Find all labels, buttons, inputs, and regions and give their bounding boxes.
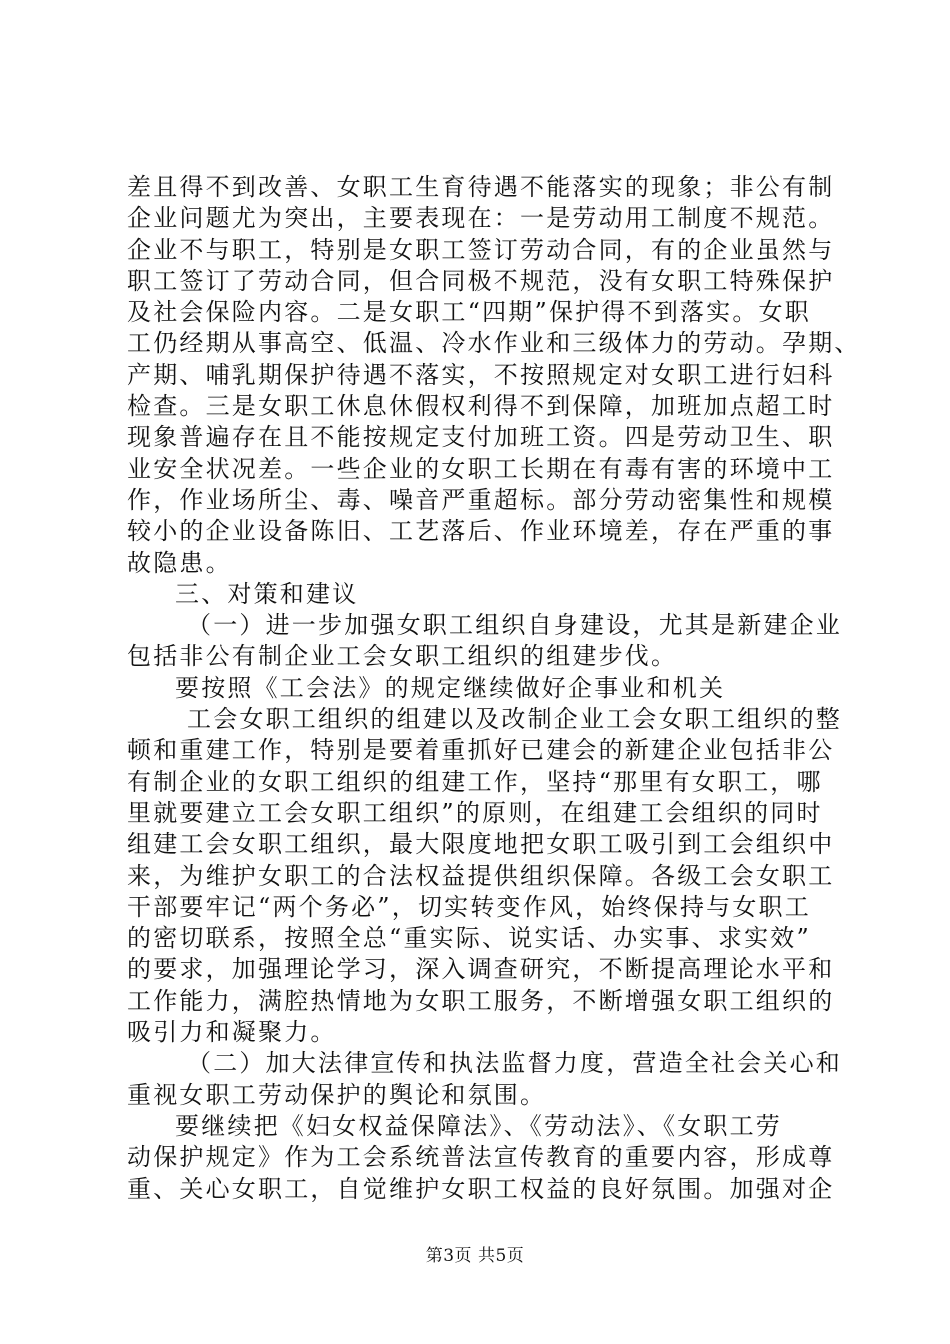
text-line: 业安全状况差。一些企业的女职工长期在有毒有害的环境中工 [127, 454, 835, 483]
text-line: 有制企业的女职工组织的组建工作，坚持“那里有女职工，哪 [127, 767, 823, 796]
subsection-heading: （一）进一步加强女职工组织自身建设，尤其是新建企业 [187, 611, 842, 640]
text-line: 里就要建立工会女职工组织”的原则，在组建工会组织的同时 [127, 798, 823, 827]
text-line: 现象普遍存在且不能按规定支付加班工资。四是劳动卫生、职 [127, 423, 835, 452]
text-line: 故隐患。 [127, 548, 232, 577]
text-line: 企业不与职工，特别是女职工签订劳动合同，有的企业虽然与 [127, 235, 835, 264]
text-line: 动保护规定》作为工会系统普法宣传教育的重要内容，形成尊 [127, 1143, 835, 1172]
text-line: 检查。三是女职工休息休假权利得不到保障，加班加点超工时 [127, 392, 835, 421]
text-line: 干部要牢记“两个务必”，切实转变作风，始终保持与女职工 [127, 892, 811, 921]
text-line: 差且得不到改善、女职工生育待遇不能落实的现象；非公有制 [127, 173, 835, 201]
text-line: 包括非公有制企业工会女职工组织的组建步伐。 [127, 642, 678, 671]
text-line: 重视女职工劳动保护的舆论和氛围。 [127, 1080, 547, 1109]
text-line: 的要求，加强理论学习，深入调查研究，不断提高理论水平和 [127, 955, 835, 984]
text-line: 要按照《工会法》的规定继续做好企事业和机关 [175, 673, 726, 702]
text-line: 企业问题尤为突出，主要表现在：一是劳动用工制度不规范。 [127, 204, 835, 233]
document-body [127, 172, 861, 1205]
text-line: 要继续把《妇女权益保障法》、《劳动法》、《女职工劳 [175, 1111, 782, 1140]
text-line: 工仍经期从事高空、低温、冷水作业和三级体力的劳动。孕期、 [127, 329, 861, 358]
subsection-heading: （二）加大法律宣传和执法监督力度，营造全社会关心和 [187, 1049, 842, 1078]
text-line: 吸引力和凝聚力。 [127, 1018, 337, 1047]
text-line: 产期、哺乳期保护待遇不落实，不按照规定对女职工进行妇科 [127, 360, 835, 389]
page-footer: 第3页 共5页 [425, 1246, 525, 1266]
text-line: 重、关心女职工，自觉维护女职工权益的良好氛围。加强对企 [127, 1174, 835, 1203]
text-line: 的密切联系，按照全总“重实际、说实话、办实事、求实效” [127, 924, 811, 953]
text-line: 作，作业场所尘、毒、噪音严重超标。部分劳动密集性和规模 [127, 485, 835, 514]
text-line: 来，为维护女职工的合法权益提供组织保障。各级工会女职工 [127, 861, 835, 890]
section-heading: 三、对策和建议 [175, 579, 359, 608]
text-line: 及社会保险内容。二是女职工“四期”保护得不到落实。女职 [127, 298, 811, 327]
text-line: 工会女职工组织的组建以及改制企业工会女职工组织的整 [187, 705, 842, 734]
text-line: 工作能力，满腔热情地为女职工服务，不断增强女职工组织的 [127, 986, 835, 1015]
text-line: 组建工会女职工组织，最大限度地把女职工吸引到工会组织中 [127, 830, 835, 859]
text-line: 顿和重建工作，特别是要着重抓好已建会的新建企业包括非公 [127, 736, 835, 765]
text-line: 职工签订了劳动合同，但合同极不规范，没有女职工特殊保护 [127, 266, 835, 295]
text-line: 较小的企业设备陈旧、工艺落后、作业环境差，存在严重的事 [127, 517, 835, 546]
